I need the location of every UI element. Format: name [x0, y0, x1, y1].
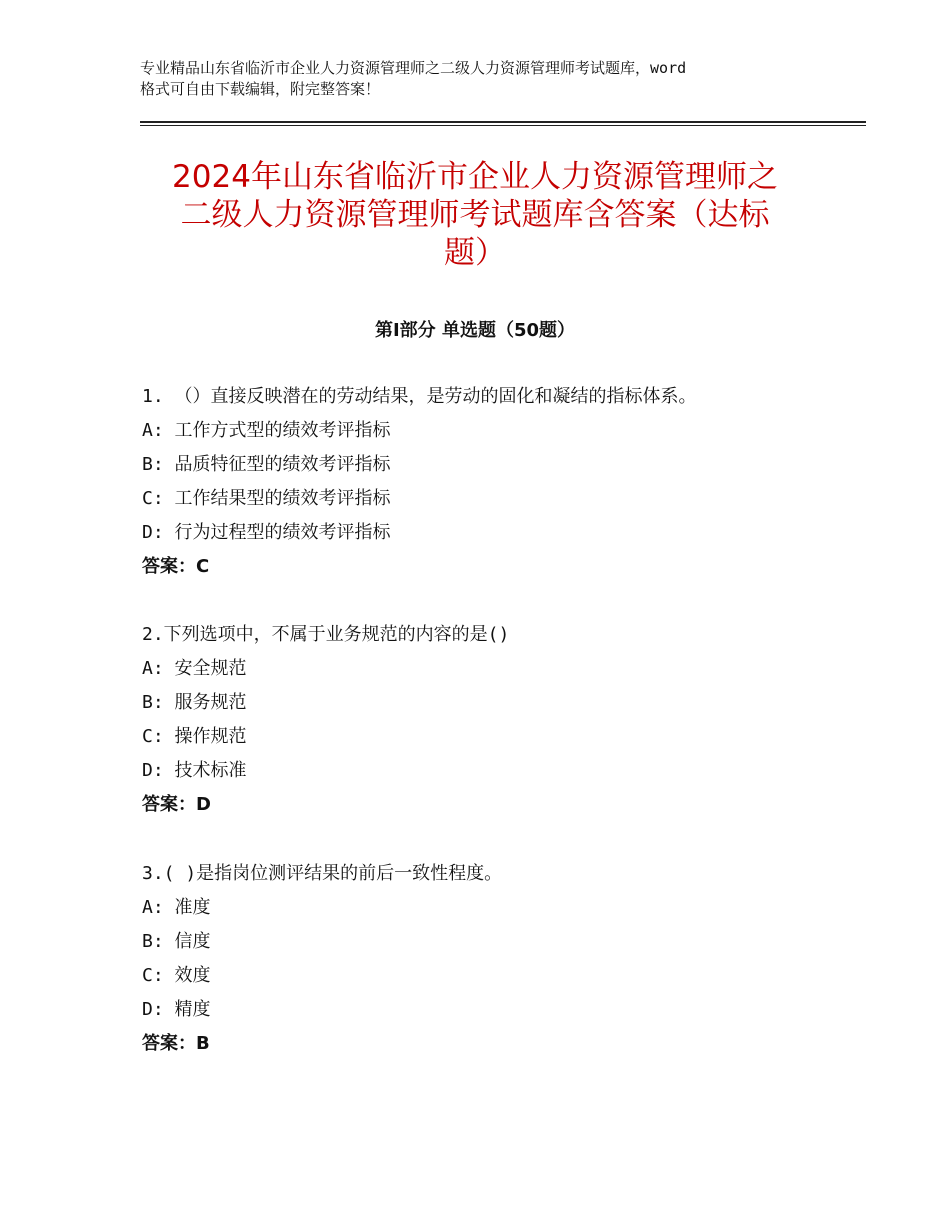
option-d: D: 行为过程型的绩效考评指标 — [142, 522, 391, 543]
header-rule-thin — [140, 125, 866, 126]
document-title-line1: 2024年山东省临沂市企业人力资源管理师之 — [172, 159, 778, 195]
option-a: A: 工作方式型的绩效考评指标 — [142, 420, 391, 441]
header-note-line1: 专业精品山东省临沂市企业人力资源管理师之二级人力资源管理师考试题库，word — [140, 59, 687, 77]
option-c: C: 操作规范 — [142, 726, 247, 747]
header-note-line2: 格式可自由下载编辑，附完整答案！ — [140, 80, 381, 98]
question-2 — [142, 618, 842, 822]
question-stem: 1. （）直接反映潜在的劳动结果，是劳动的固化和凝结的指标体系。 — [142, 386, 697, 407]
option-b: B: 品质特征型的绩效考评指标 — [142, 454, 391, 475]
question-stem: 3.( )是指岗位测评结果的前后一致性程度。 — [142, 863, 503, 884]
option-c: C: 效度 — [142, 965, 211, 986]
question-1 — [142, 380, 842, 584]
answer: 答案：B — [142, 1033, 210, 1054]
document-title — [120, 158, 830, 272]
document-title-line3: 题） — [444, 235, 506, 271]
option-b: B: 信度 — [142, 931, 211, 952]
answer: 答案：D — [142, 794, 211, 815]
option-a: A: 准度 — [142, 897, 211, 918]
section-title: 第Ⅰ部分 单选题（50题） — [374, 320, 575, 341]
option-d: D: 精度 — [142, 999, 211, 1020]
option-c: C: 工作结果型的绩效考评指标 — [142, 488, 391, 509]
option-b: B: 服务规范 — [142, 692, 247, 713]
option-d: D: 技术标准 — [142, 760, 247, 781]
question-stem: 2.下列选项中，不属于业务规范的内容的是() — [142, 624, 510, 645]
question-3 — [142, 857, 842, 1061]
option-a: A: 安全规范 — [142, 658, 247, 679]
document-title-line2: 二级人力资源管理师考试题库含答案（达标 — [180, 197, 770, 233]
answer: 答案：C — [142, 556, 210, 577]
header-note — [140, 58, 830, 100]
header-rule-thick — [140, 121, 866, 123]
